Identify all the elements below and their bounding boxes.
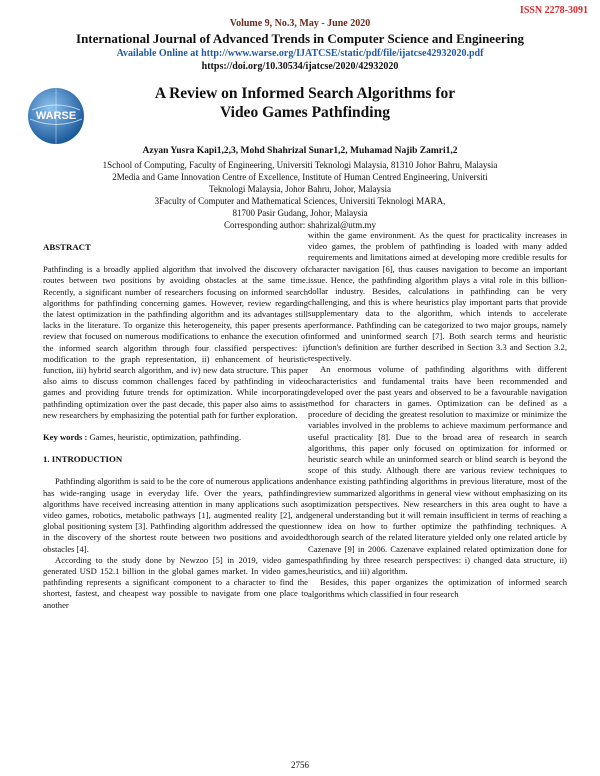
keywords xyxy=(43,432,308,443)
left-column xyxy=(43,242,308,611)
abstract-text: Pathfinding is a broadly applied algorithm that involved the discovery of routes between two positions by avoiding obstacles at the same time. Recently, a significant number of researchers focusing on informed search algorithms for pathfinding concerning games. However, review regarding the latest optimization in the pathfinding algorithm and its advantages still lacks in the literature. To organize this heterogeneity, this paper presents a review that focused on numerous modifications to enhance the execution of the informed search algorithm through four classified perspectives: i) modification to the graph representation, ii) enhancement of heuristic function, iii) hybrid search algorithm, and iv) new data structure. This paper also aims to discuss common challenges faced by pathfinding in video games and providing future trends for optimization. While incorporating pathfinding optimization over the past decade, this paper also aims to assist new researchers by emphasizing the potential path for further exploration. xyxy=(43,264,308,420)
paper-title xyxy=(90,84,520,122)
keywords-label: Key words : xyxy=(43,432,88,443)
corresponding-author: Corresponding author: shahrizal@utm.my xyxy=(223,220,376,230)
keywords-text: Games, heuristic, optimization, pathfinding. xyxy=(87,432,242,443)
warse-logo-icon xyxy=(26,86,86,146)
intro-paragraph-1: Pathfinding algorithm is said to be the core of numerous applications and has wide-ranging usage in everyday life. Over the years, pathfinding algorithms have received increasing attention in many applications such as video games, robotics, metabolic pathways [1], augmented reality [2], and global positioning system [3]. Pathfinding algorithm addressed the question in the discovery of the shortest route between two positions and avoided obstacles [4]. xyxy=(43,476,308,554)
intro-paragraph-2: According to the study done by Newzoo [5] in 2019, video games generated USD 152.1 billion in the global games market. In video games, pathfinding represents a significant component to a character to find the shortest, fastest, and cheapest way possible to navigate from one place to another xyxy=(43,554,308,610)
abstract-heading: ABSTRACT xyxy=(43,242,91,252)
doi-link: https://doi.org/10.30534/ijatcse/2020/42932020 xyxy=(201,61,399,72)
right-paragraph-2: An enormous volume of pathfinding algorithms with different characteristics and fundamental traits have been recommended and developed over the past years and observed to be a favourable navigation method for characters in games. Optimization can be defined as a procedure of deciding the greatest resolution to maximize or minimize the variables involved in the problems to achieve maximum performance and useful practicality [8]. Due to the broad area of research in search algorithms, this paper only focused on optimization for informed or heuristic search while an uninformed search or blind search is beyond the scope of this study. Although there are various review techniques to enhance existing pathfinding algorithms in previous literature, most of the review summarized algorithms in general view without emphasizing on its optimization perspectives. New researchers in this area ought to have a general understanding but it will remain insufficient in terms of reaching a new idea on how to further optimize the pathfinding techniques. A thorough search of the related literature yielded only one related article by Cazenave [9] in 2006. Cazenave explained related optimization done for pathfinding by three research perspectives: i) changed data structure, ii) heuristics, and iii) algorithm. xyxy=(308,364,567,577)
right-column xyxy=(308,230,567,600)
volume-issue: Volume 9, No.3, May - June 2020 xyxy=(229,18,371,29)
affiliation-3b: 81700 Pasir Gudang, Johor, Malaysia xyxy=(232,208,368,218)
right-paragraph-1: within the game environment. As the quest for practicality increases in video games, the problem of pathfinding is loaded with many added requirements and limitations aimed at developing more credible results for character navigation [6], thus causes navigation to become an important issue. Hence, the pathfinding algorithm plays a vital role in this billion-dollar industry. Besides, calculations in pathfinding can be very challenging, and this is where heuristics play important parts that provide supplementary data to the algorithm, which intends to accelerate performance. Pathfinding can be categorized to two major groups, namely informed and uninformed search [7]. Both search terms and heuristic function's definition are further described in Section 3.3 and Section 3.2, respectively. xyxy=(308,230,567,364)
online-url: Available Online at http://www.warse.org/IJATCSE/static/pdf/file/ijatcse42932020.pdf xyxy=(116,48,484,59)
title-line-1: A Review on Informed Search Algorithms for xyxy=(154,85,456,102)
journal-name: International Journal of Advanced Trends in Computer Science and Engineering xyxy=(76,31,524,46)
page-number: 2756 xyxy=(291,760,309,770)
issn-label: ISSN 2278-3091 xyxy=(519,5,588,16)
introduction-heading: 1. INTRODUCTION xyxy=(43,454,123,465)
authors: Azyan Yusra Kapi1,2,3, Mohd Shahrizal Sunar1,2, Muhamad Najib Zamri1,2 xyxy=(142,146,458,156)
affiliation-3a: 3Faculty of Computer and Mathematical Sciences, Universiti Teknologi MARA, xyxy=(154,196,446,206)
affiliation-1: 1School of Computing, Faculty of Engineering, Universiti Teknologi Malaysia, 81310 Johor Bahru, Malaysia xyxy=(102,160,498,170)
svg-text:WARSE: WARSE xyxy=(35,110,77,122)
title-line-2: Video Games Pathfinding xyxy=(220,104,390,121)
affiliation-2a: 2Media and Game Innovation Centre of Excellence, Institute of Human Centred Engineering, Universiti xyxy=(112,172,488,182)
right-paragraph-3: Besides, this paper organizes the optimization of informed search algorithms which classified in four research xyxy=(308,577,567,599)
affiliation-2b: Teknologi Malaysia, Johor Bahru, Johor, Malaysia xyxy=(209,184,391,194)
